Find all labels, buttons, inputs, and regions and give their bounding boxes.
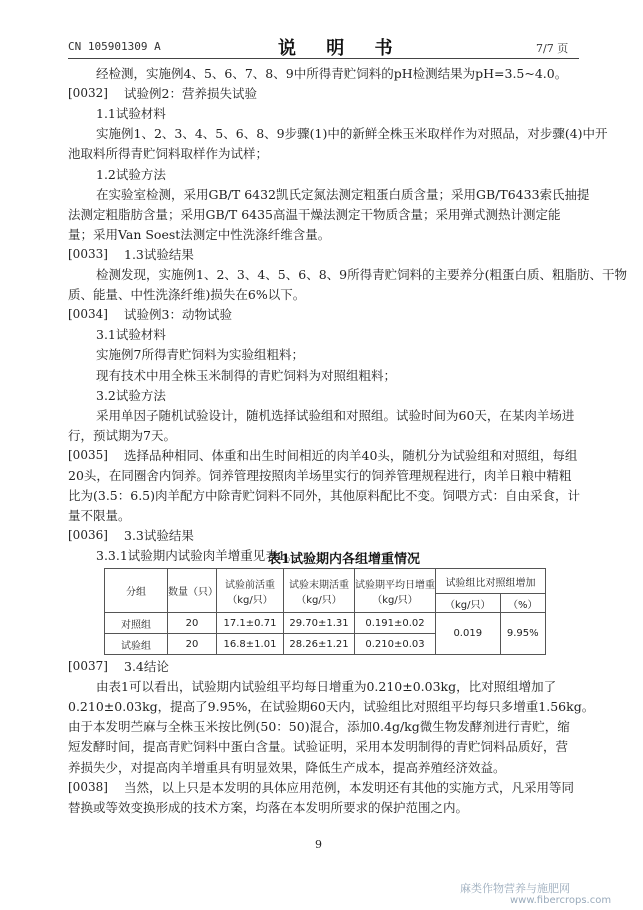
- text-line: 行，预试期为7天。: [68, 427, 176, 443]
- th-adg: 试验期平均日增重（kg/只）: [355, 569, 436, 613]
- text-line: 现有技术中用全株玉米制得的青贮饲料为对照组粗料；: [96, 367, 397, 383]
- paragraph-number: [0035]: [68, 447, 108, 462]
- paragraph-number: [0033]: [68, 246, 108, 261]
- text-line: 1.2试验方法: [96, 166, 166, 182]
- paragraph-number: [0032]: [68, 86, 108, 101]
- text-line: 3.1试验材料: [96, 327, 166, 343]
- cell-start: 17.1±0.71: [217, 613, 284, 634]
- cell-group: 对照组: [105, 613, 168, 634]
- cell-end: 29.70±1.31: [284, 613, 355, 634]
- text-line: 选择品种相同、体重和出生时间相近的肉羊40头，随机分为试验组和对照组，每组: [124, 447, 578, 463]
- table-row: [105, 613, 546, 634]
- th-increase-kg: （kg/只）: [436, 594, 501, 613]
- text-line: 3.2试验方法: [96, 387, 166, 403]
- text-line: 采用单因子随机试验设计，随机选择试验组和对照组。试验时间为60天，在某肉羊场进: [96, 407, 575, 423]
- text-line: 3.4结论: [124, 659, 169, 674]
- page-indicator: 7/7 页: [536, 42, 569, 55]
- cell-increase-pct: 9.95%: [500, 613, 545, 655]
- text-line: 比为(3.5：6.5)肉羊配方中除青贮饲料不同外，其他原料配比不变。饲喂方式：自由采食，计: [68, 488, 581, 504]
- text-line: 检测发现，实施例1、2、3、4、5、6、8、9所得青贮饲料的主要养分(粗蛋白质、粗脂肪、干物: [96, 267, 628, 282]
- page-number: 9: [315, 838, 322, 851]
- th-group: 分组: [105, 569, 168, 613]
- text-line: 养损失少，对提高肉羊增重具有明显效果，降低生产成本，提高养殖经济效益。: [68, 759, 506, 775]
- text-line: 量；采用Van Soest法测定中性洗涤纤维含量。: [68, 226, 331, 242]
- text-line: 实施例1、2、3、4、5、6、8、9步骤(1)中的新鲜全株玉米取样作为对照品，对步骤(4)中开: [96, 126, 608, 142]
- text-line: 1.3试验结果: [124, 246, 194, 262]
- paragraph-number: [0034]: [68, 307, 108, 322]
- text-line: 实施例7所得青贮饲料为实验组粗料；: [96, 347, 304, 363]
- paragraph-number: [0037]: [68, 659, 108, 673]
- th-end-weight: 试验末期活重（kg/只）: [284, 569, 355, 613]
- th-increase-pct: （%）: [500, 594, 545, 613]
- cell-increase-kg: 0.019: [436, 613, 501, 655]
- document-title: 说 明 书: [278, 38, 405, 59]
- watermark-text: 麻类作物营养与施肥网: [460, 882, 570, 895]
- patent-number: CN 105901309 A: [68, 40, 161, 53]
- watermark-url: www.fibercrops.com: [510, 895, 612, 906]
- text-line: 池取料所得青贮饲料取样作为试样；: [68, 146, 269, 162]
- text-line: 法测定粗脂肪含量；采用GB/T 6435高温干燥法测定干物质含量；采用弹式测热计测定能: [68, 206, 561, 222]
- text-line: 在实验室检测，采用GB/T 6432凯氏定氮法测定粗蛋白质含量；采用GB/T6433索氏抽提: [96, 186, 590, 202]
- cell-start: 16.8±1.01: [217, 634, 284, 655]
- text-line: 量不限量。: [68, 508, 131, 524]
- text-line: 20头，在同圈舍内饲养。饲养管理按照肉羊场里实行的饲养管理规程进行，肉羊日粮中精粗: [68, 468, 572, 483]
- cell-count: 20: [168, 634, 217, 655]
- weight-gain-table: [104, 568, 546, 655]
- cell-count: 20: [168, 613, 217, 634]
- text-line: 质、能量、中性洗涤纤维)损失在6%以下。: [68, 287, 306, 303]
- th-increase: 试验组比对照组增加: [436, 569, 546, 594]
- text-line: 由表1可以看出，试验期内试验组平均每日增重为0.210±0.03kg，比对照组增加了: [96, 679, 557, 695]
- header-divider: [68, 58, 579, 59]
- text-line: 0.210±0.03kg，提高了9.95%，在试验期60天内，试验组比对照组平均每只多增重1.56kg。: [68, 699, 595, 715]
- text-line: 试验例2：营养损失试验: [124, 86, 257, 102]
- th-count: 数量（只）: [168, 569, 217, 613]
- cell-adg: 0.191±0.02: [355, 613, 436, 634]
- text-line: 替换或等效变换形成的技术方案，均落在本发明所要求的保护范围之内。: [68, 799, 469, 815]
- text-line: 3.3.1试验期内试验肉羊增重见表1。: [96, 548, 299, 564]
- paragraph-number: [0036]: [68, 528, 108, 543]
- cell-adg: 0.210±0.03: [355, 634, 436, 655]
- text-line: 当然，以上只是本发明的具体应用范例，本发明还有其他的实施方式，凡采用等同: [124, 779, 575, 795]
- cell-group: 试验组: [105, 634, 168, 655]
- text-line: 经检测，实施例4、5、6、7、8、9中所得青贮饲料的pH检测结果为pH=3.5~4.0。: [96, 66, 568, 81]
- text-line: 3.3试验结果: [124, 528, 194, 544]
- paragraph-number: [0038]: [68, 779, 108, 794]
- cell-end: 28.26±1.21: [284, 634, 355, 655]
- text-line: 1.1试验材料: [96, 106, 166, 122]
- text-line: 由于本发明苎麻与全株玉米按比例(50：50)混合，添加0.4g/kg微生物发酵剂进行青贮，缩: [68, 719, 570, 735]
- table-title: 表1试验期内各组增重情况: [268, 552, 421, 567]
- text-line: 试验例3：动物试验: [124, 307, 232, 323]
- th-start-weight: 试验前活重（kg/只）: [217, 569, 284, 613]
- text-line: 短发酵时间，提高青贮饲料中蛋白含量。试验证明，采用本发明制得的青贮饲料品质好，营: [68, 739, 569, 755]
